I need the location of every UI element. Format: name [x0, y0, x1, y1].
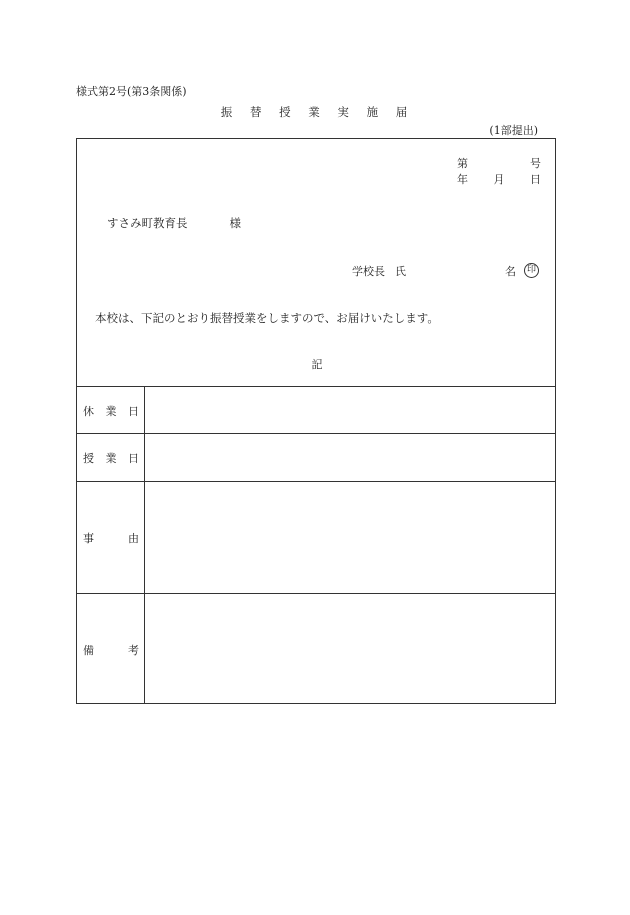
number-suffix: 号	[530, 157, 541, 170]
table-divider	[77, 481, 555, 482]
row-label-holiday	[83, 403, 139, 419]
form-frame	[76, 138, 556, 704]
label-char: 考	[128, 644, 139, 657]
label-char: 由	[128, 532, 139, 545]
label-char: 備	[83, 644, 94, 657]
date-line	[457, 171, 541, 187]
principal-title: 学校長	[352, 265, 385, 278]
recipient-line	[107, 215, 241, 231]
document-number-line	[457, 155, 541, 171]
label-char: 業	[105, 405, 117, 418]
table-divider	[77, 593, 555, 594]
number-prefix: 第	[457, 157, 468, 170]
date-day: 日	[530, 173, 541, 186]
notice-body: 本校は、下記のとおり振替授業をしますので、お届けいたします。	[95, 311, 439, 325]
date-month: 月	[493, 173, 505, 186]
label-char: 日	[128, 405, 139, 418]
title-char: 振	[220, 105, 235, 119]
title-char: 実	[337, 105, 351, 119]
table-divider	[77, 433, 555, 434]
label-column-divider	[144, 386, 145, 703]
ki-heading: 記	[311, 358, 323, 371]
label-char: 業	[105, 452, 117, 465]
title-char: 施	[366, 105, 381, 119]
title-char: 届	[395, 105, 410, 119]
document-title	[0, 104, 630, 120]
label-char: 休	[83, 405, 94, 418]
principal-name-label: 氏	[395, 265, 406, 278]
label-char: 日	[128, 452, 139, 465]
form-number: 様式第2号(第3条関係)	[76, 85, 187, 98]
row-label-class-day	[83, 450, 139, 466]
table-divider	[77, 386, 555, 387]
name-label: 名	[505, 265, 516, 278]
seal-icon: 印	[524, 263, 539, 278]
title-char: 替	[249, 105, 264, 119]
recipient-honorific: 様	[229, 216, 241, 230]
label-char: 事	[83, 532, 94, 545]
date-year: 年	[457, 173, 468, 186]
title-char: 授	[279, 105, 293, 119]
title-char: 業	[308, 105, 322, 119]
row-label-remarks	[83, 642, 139, 658]
copies-note: (1部提出)	[489, 124, 538, 137]
principal-line	[352, 263, 406, 279]
row-label-reason	[83, 530, 139, 546]
recipient-name: すさみ町教育長	[107, 216, 188, 230]
label-char: 授	[83, 452, 94, 465]
